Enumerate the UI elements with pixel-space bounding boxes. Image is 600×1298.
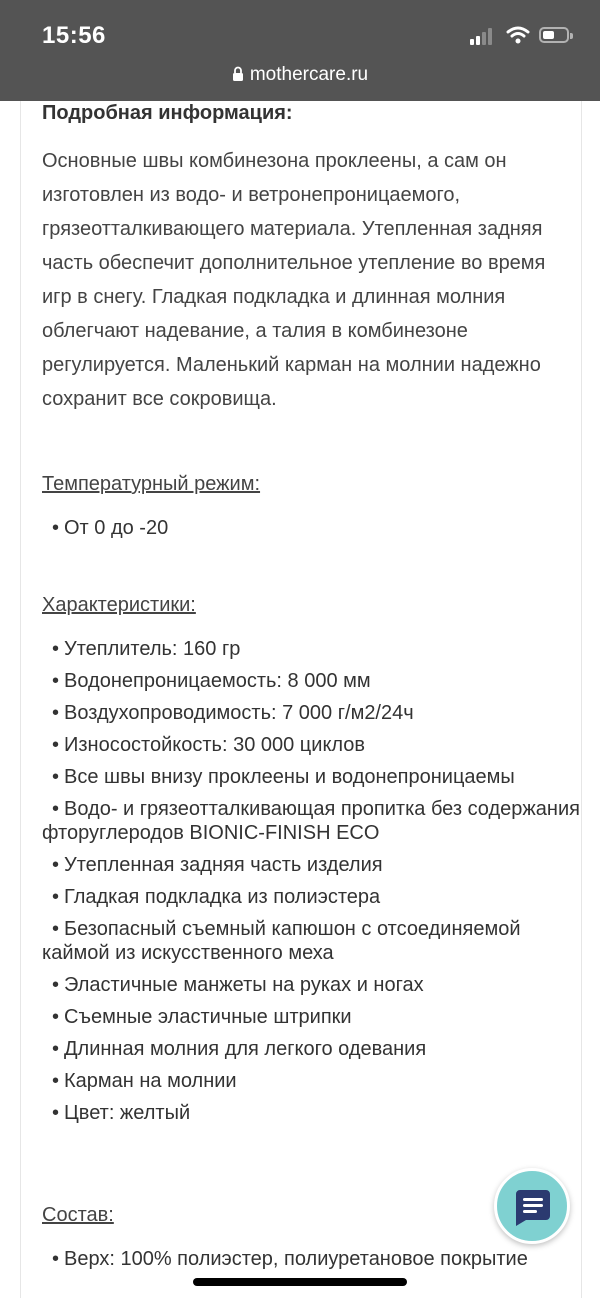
url-text: mothercare.ru [249, 64, 369, 85]
product-details-panel [20, 101, 582, 1298]
address-bar[interactable] [0, 64, 600, 86]
section-title: Подробная информация: [42, 102, 293, 124]
characteristics-list [42, 637, 582, 1133]
list-item: • Гладкая подкладка из полиэстера [42, 885, 582, 909]
list-item: • Утеплитель: 160 гр [42, 637, 582, 661]
list-item: • От 0 до -20 [42, 516, 582, 540]
list-item: • Безопасный съемный капюшон с отсоединяемой каймой из искусственного меха [42, 917, 582, 965]
status-time: 15:56 [42, 22, 106, 49]
status-bar [0, 0, 600, 101]
chat-button[interactable] [494, 1168, 570, 1244]
list-item: • Эластичные манжеты на руках и ногах [42, 973, 582, 997]
cellular-signal-icon [470, 27, 498, 45]
temperature-list [42, 516, 582, 548]
lock-icon [232, 66, 244, 82]
list-item: • Верх: 100% полиэстер, полиуретановое покрытие [42, 1247, 582, 1271]
list-item: • Длинная молния для легкого одевания [42, 1037, 582, 1061]
list-item: • Утепленная задняя часть изделия [42, 853, 582, 877]
chat-icon [512, 1186, 554, 1228]
list-item: • Съемные эластичные штрипки [42, 1005, 582, 1029]
temperature-heading: Температурный режим: [42, 473, 261, 495]
characteristics-heading: Характеристики: [42, 594, 196, 616]
composition-heading: Состав: [42, 1204, 114, 1226]
wifi-icon [506, 25, 530, 45]
list-item: • Все швы внизу проклеены и водонепроницаемы [42, 765, 582, 789]
home-indicator[interactable] [193, 1278, 407, 1286]
list-item: • Водо- и грязеотталкивающая пропитка без содержания фторуглеродов BIONIC-FINISH ECO [42, 797, 582, 845]
composition-list [42, 1247, 582, 1279]
list-item: • Воздухопроводимость: 7 000 г/м2/24ч [42, 701, 582, 725]
list-item: • Износостойкость: 30 000 циклов [42, 733, 582, 757]
description-paragraph: Основные швы комбинезона проклеены, а сам он изготовлен из водо- и ветронепроницаемого, грязеотталкивающего материала. Утепленная задняя часть обеспечит дополнительное утепление во время игр в снегу. Гладкая подкладка и длинная молния облегчают надевание, а талия в комбинезоне регулируется. Маленький карман на молнии надежно сохранит все сокровища. [42, 150, 546, 410]
list-item: • Водонепроницаемость: 8 000 мм [42, 669, 582, 693]
list-item: • Цвет: желтый [42, 1101, 582, 1125]
list-item: • Карман на молнии [42, 1069, 582, 1093]
battery-icon [539, 27, 569, 43]
